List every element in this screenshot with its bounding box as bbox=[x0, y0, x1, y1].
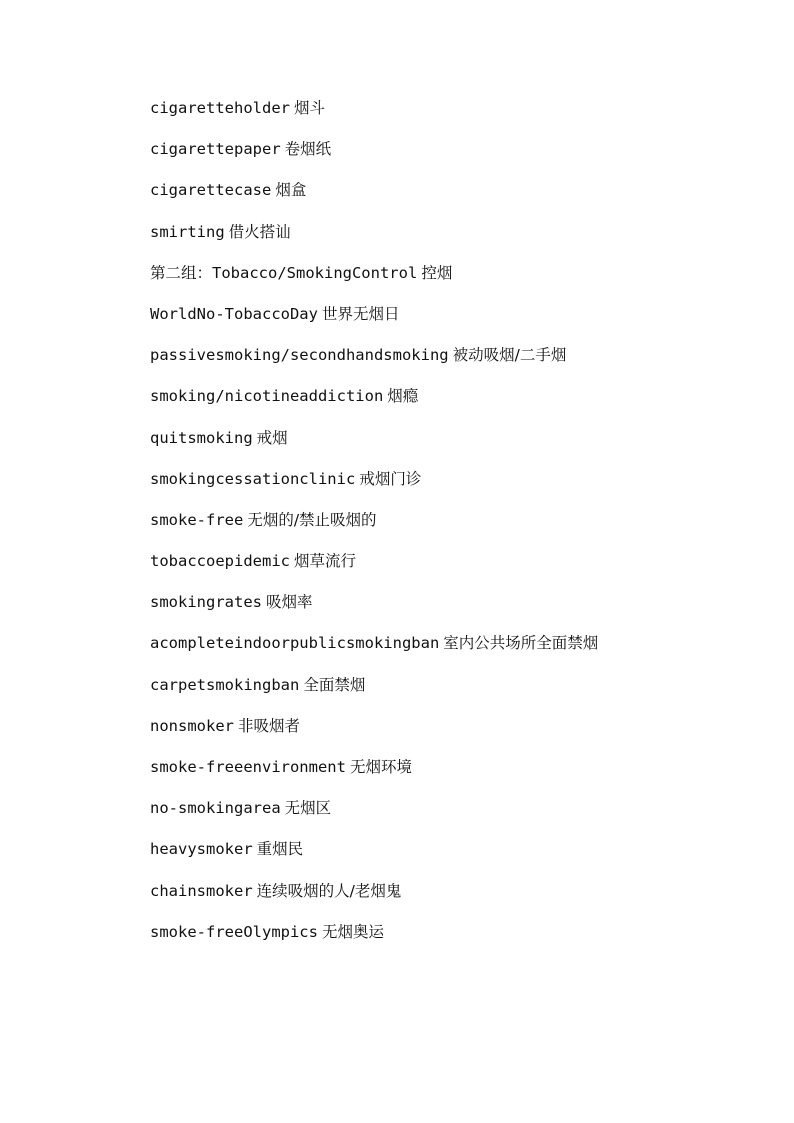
chinese-translation: 烟斗 bbox=[293, 99, 325, 117]
english-term: smoking/nicotineaddiction bbox=[150, 387, 384, 406]
chinese-translation: 无烟奥运 bbox=[321, 922, 384, 941]
english-term: heavysmoker bbox=[150, 840, 253, 859]
chinese-translation: 重烟民 bbox=[256, 840, 304, 859]
chinese-translation: 非吸烟者 bbox=[238, 716, 301, 735]
term-line bbox=[150, 468, 750, 509]
term-line bbox=[150, 427, 750, 468]
english-term: cigaretteholder bbox=[150, 99, 290, 117]
english-term: smirting bbox=[150, 222, 225, 241]
term-line bbox=[150, 179, 750, 220]
term-line bbox=[150, 97, 750, 138]
term-line bbox=[150, 797, 750, 838]
english-term: tobaccoepidemic bbox=[150, 552, 290, 571]
english-term: passivesmoking/secondhandsmoking bbox=[150, 346, 449, 365]
chinese-translation: 无烟环境 bbox=[349, 758, 412, 776]
term-line bbox=[150, 632, 750, 673]
term-line bbox=[150, 715, 750, 756]
english-term: carpetsmokingban bbox=[150, 675, 300, 694]
english-term: no-smokingarea bbox=[150, 799, 281, 818]
term-line bbox=[150, 221, 750, 262]
term-line bbox=[150, 838, 750, 879]
english-term: smokingcessationclinic bbox=[150, 469, 356, 488]
english-term: smokingrates bbox=[150, 593, 262, 612]
english-term: acompleteindoorpublicsmokingban bbox=[150, 634, 440, 653]
chinese-translation: 戒烟 bbox=[256, 428, 288, 447]
english-term: cigarettecase bbox=[150, 181, 272, 200]
chinese-translation: 烟草流行 bbox=[293, 552, 356, 571]
chinese-translation: 控烟 bbox=[421, 263, 453, 282]
chinese-translation: 烟盒 bbox=[275, 181, 307, 200]
chinese-translation: 连续吸烟的人/老烟鬼 bbox=[256, 881, 402, 900]
term-line bbox=[150, 385, 750, 426]
chinese-translation: 全面禁烟 bbox=[303, 675, 366, 694]
chinese-translation: 无烟区 bbox=[284, 799, 332, 818]
chinese-translation: 借火搭讪 bbox=[228, 222, 291, 241]
term-line bbox=[150, 756, 750, 797]
chinese-translation: 无烟的/禁止吸烟的 bbox=[247, 510, 377, 529]
chinese-translation: 被动吸烟/二手烟 bbox=[452, 346, 567, 365]
term-line bbox=[150, 509, 750, 550]
english-term: smoke-freeenvironment bbox=[150, 758, 346, 776]
document-page bbox=[150, 97, 750, 962]
english-term: smoke-freeOlympics bbox=[150, 922, 318, 941]
chinese-translation: 戒烟门诊 bbox=[359, 469, 422, 488]
english-term: WorldNo-TobaccoDay bbox=[150, 304, 318, 323]
term-line bbox=[150, 591, 750, 632]
english-term: chainsmoker bbox=[150, 881, 253, 900]
english-term: nonsmoker bbox=[150, 716, 234, 735]
chinese-translation: 卷烟纸 bbox=[284, 140, 332, 159]
english-term: smoke-free bbox=[150, 510, 244, 529]
term-line bbox=[150, 880, 750, 921]
term-line bbox=[150, 921, 750, 962]
chinese-translation: 吸烟率 bbox=[265, 593, 313, 612]
chinese-translation: 室内公共场所全面禁烟 bbox=[443, 634, 599, 653]
term-line bbox=[150, 550, 750, 591]
term-line bbox=[150, 138, 750, 179]
english-term: cigarettepaper bbox=[150, 140, 281, 159]
english-term: quitsmoking bbox=[150, 428, 253, 447]
chinese-translation: 世界无烟日 bbox=[321, 304, 400, 323]
section-title: 第二组：Tobacco/SmokingControl bbox=[150, 263, 418, 282]
term-line bbox=[150, 344, 750, 385]
term-line bbox=[150, 674, 750, 715]
section-heading bbox=[150, 262, 750, 303]
chinese-translation: 烟瘾 bbox=[387, 387, 419, 406]
term-line bbox=[150, 303, 750, 344]
